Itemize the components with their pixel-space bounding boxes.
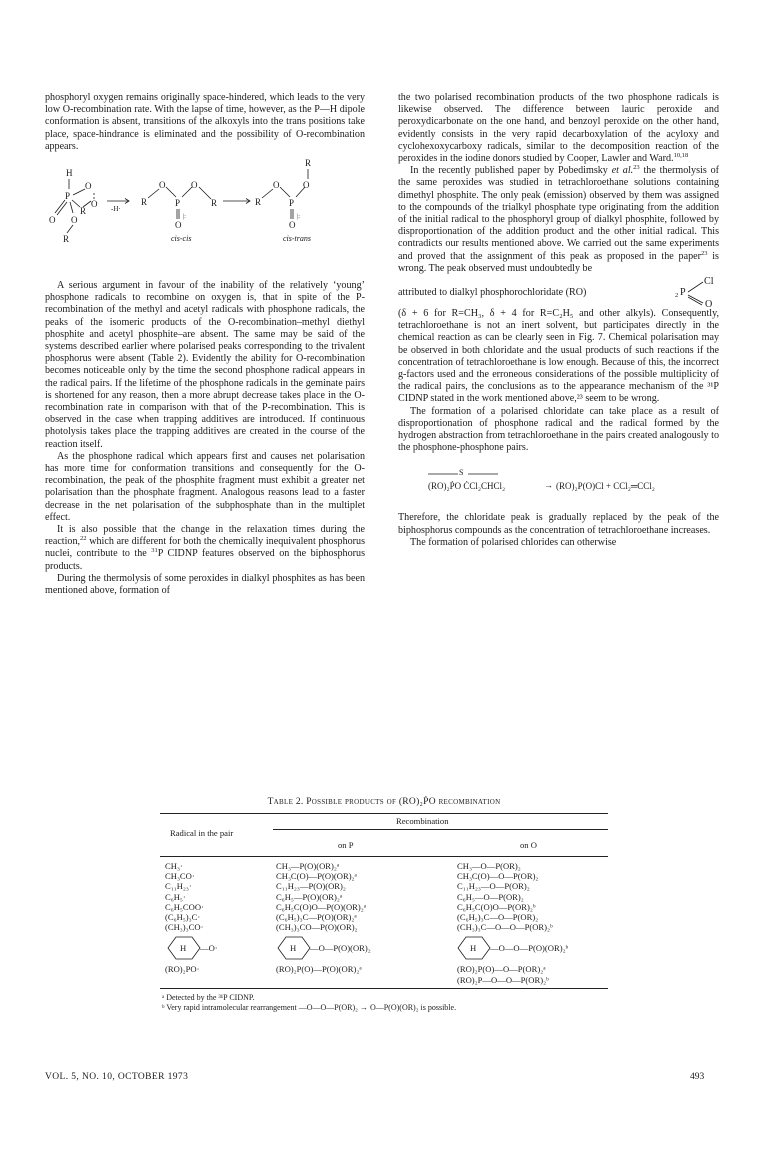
svg-text:O: O: [303, 180, 310, 191]
svg-text:O: O: [85, 181, 92, 192]
right-p1-ref: 10,18: [673, 152, 689, 160]
equation-right: (RO)₂P(O)Cl + CCl₂═CCl₂: [556, 481, 655, 492]
table-cell: (CH₃)₃C—O—O—P(OR)₂ᵇ: [457, 922, 553, 933]
right-paragraph-7: The formation of polarised chlorides can otherwise: [410, 536, 617, 548]
table-cell: (RO)₂P—O—O—P(OR)₂ᵇ: [457, 974, 549, 985]
svg-text:R: R: [80, 206, 87, 217]
table-cell: C₆H₅COO·: [165, 901, 204, 912]
right-p3-p: P: [680, 287, 686, 299]
table-cell: CH₃—O—P(OR)₂: [457, 861, 521, 871]
left-p4-ref: 22: [80, 535, 87, 543]
left-paragraph-3: As the phosphone radical which appears first and causes net polarisation has more time for conformation transitions and consequently for the O-recombination, the peak of the phosphite fragment must exhibit a greater net polarisation than the phosphate fragment. Analogous reasons lead to a faster decrease in the net polarisation of the subphosphate than in the multiplet effect.: [45, 450, 365, 523]
table-footnotes: [160, 993, 608, 1013]
ring-label: H: [180, 943, 187, 954]
footnote-b: ᵇ Very rapid intramolecular rearrangement —O—O—P(OR)₂ → O—P(O)(OR)₂ is possible.: [162, 1002, 457, 1012]
equation-arrow: →: [544, 480, 553, 491]
equation-left: (RO)₂ṖO ĊCl₂CHCl₂: [428, 481, 506, 492]
table-row: [160, 861, 608, 871]
journal-footer: VOL. 5, NO. 10, OCTOBER 1973: [45, 1072, 189, 1082]
table-cell: C₆H₅·: [165, 891, 186, 902]
table-cell: (C₆H₅)₃C—O—P(OR)₂: [457, 911, 539, 922]
conformation-scheme-drawing: [45, 155, 365, 277]
right-p2-part-a: In the recently published paper by Pobedimsky: [410, 165, 612, 177]
table-cell: C₆H₅C(O)O—P(OR)₂ᵇ: [457, 901, 536, 912]
table-row: [160, 871, 608, 881]
right-column: [398, 92, 719, 549]
table-cell: C₁₁H₂₃—O—P(OR)₂: [457, 881, 530, 892]
svg-text:O: O: [175, 220, 182, 231]
svg-text:O: O: [159, 180, 166, 191]
phosphorochloridate-line: [398, 276, 719, 311]
right-p3-cl: Cl: [704, 276, 714, 288]
right-paragraph-6: Therefore, the chloridate peak is gradually replaced by the peak of the biphosphorus compounds as the concentration of tetrachloroethane increases.: [398, 512, 719, 536]
svg-text:H: H: [66, 168, 73, 179]
right-p2-ref: 23: [633, 164, 640, 172]
svg-text:O: O: [91, 199, 98, 210]
left-p4-part-a: It is also possible that the change in the relaxation times during the reaction,: [45, 524, 365, 548]
right-p2-part-b: the thermolysis of the same peroxides was studied in tetrachloroethane solutions containing dimethyl phosphite. The only peak (emission) observed by them was assigned to the compounds of the trialkyl phosphate type originating from the addition of the initial radical to the phosphoryl group of dialkyl phosphite, followed by disproportionation of the addition product and the other initial radical. This contradicts our results mentioned above. We carried out the same experiments and proved that the assignment of this peak as proposed in the paper: [398, 165, 719, 262]
svg-text:R: R: [305, 158, 312, 169]
table-header: [160, 814, 608, 856]
table-cell: CH₃C(O)—O—P(OR)₂: [457, 871, 539, 882]
table-row: [160, 902, 608, 912]
svg-text:O: O: [273, 180, 280, 191]
table-cell: (RO)₂PO·: [165, 964, 200, 975]
table-row: [160, 881, 608, 891]
table-cell: C₁₁H₂₃·: [165, 881, 192, 892]
table-cell: (CH₃)₃CO·: [165, 922, 204, 933]
left-paragraph-1: phosphoryl oxygen remains originally space-hindered, which leads to the very low O-recombination rate. With the lapse of time, however, as the P—H dipole conformation is absent, transitions of the alkoxyls into the trans positions take place, space-hindrance is eliminated and the possibility of O-recombination appears.: [45, 92, 365, 152]
table-cell: C₆H₅—O—P(OR)₂: [457, 891, 524, 902]
table-row-cyclohexyl: [160, 934, 608, 962]
table-title: Table 2. Possible products of (RO)₂ṖO recombination: [267, 797, 501, 807]
left-column: [45, 92, 365, 597]
ring-label: H: [470, 943, 477, 954]
table-cell: C₆H₅—P(O)(OR)₂ᵃ: [276, 891, 343, 902]
table-row: [160, 964, 608, 974]
page-number: 493: [690, 1072, 705, 1082]
disproportionation-equation: [398, 462, 719, 506]
header-on-p: on P: [338, 840, 354, 850]
svg-text:R: R: [63, 234, 70, 245]
table-cell: CH₃—P(O)(OR)₂ᵃ: [276, 861, 340, 871]
right-paragraph-5: The formation of a polarised chloridate can take place as a result of disproportionation of phosphone radical and the radical formed by the hydrogen abstraction from tetrachloroethane in the pairs created analogously to the phosphone-phosphone pairs.: [398, 405, 719, 454]
table-cell: CH₃C(O)—P(O)(OR)₂ᵃ: [276, 871, 357, 882]
right-paragraph-4: (δ + 6 for R=CH₃, δ + 4 for R=C₂H₅ and other alkyls). Consequently, tetrachloroethane is not an inert solvent, but participates directly in the chemical reaction as can be clearly seen in Fig. 7. Chemical polarisation may be observed in both chloridate and the usual products of such reactions if the concentration of tetrachloroethane is low enough. Because of this, the incorrect g-factors used and the erroneous considerations of the possible multiplicity of the radical pairs, the conclusions as to the appearance mechanism of the ³¹P CIDNP stated in the work mentioned above,²³ seem to be wrong.: [398, 308, 719, 405]
table-cell: CH₃CO·: [165, 871, 195, 882]
svg-text:R: R: [255, 197, 262, 208]
conformation-scheme: [45, 155, 365, 277]
svg-text:O: O: [71, 215, 78, 226]
right-p2-etal: et al.: [611, 165, 634, 177]
left-p4-sup: 31: [151, 547, 158, 555]
left-paragraph-5: During the thermolysis of some peroxides in dialkyl phosphites as has been mentioned above, formation of: [45, 572, 365, 597]
table-cell: C₁₁H₂₃—P(O)(OR)₂: [276, 881, 346, 892]
table-cell: (CH₃)₃CO—P(O)(OR)₂: [276, 922, 358, 933]
table-bottom-rule: [160, 988, 608, 989]
scheme-label-cis-trans: cis-trans: [283, 234, 311, 244]
table-body: [160, 813, 608, 1013]
table-row: [160, 912, 608, 922]
svg-text:O: O: [289, 220, 296, 231]
arrow-label: -H·: [111, 205, 121, 214]
svg-text:O: O: [191, 180, 198, 191]
equation-spin-label: S: [459, 468, 464, 478]
table-row: [160, 922, 608, 932]
svg-text:P: P: [289, 198, 295, 209]
right-p3-lead: attributed to dialkyl phosphorochloridate (RO): [398, 287, 587, 299]
table-2: [160, 797, 608, 1013]
table-cell: (RO)₂P(O)—O—P(OR)₂ᵃ: [457, 964, 546, 975]
footnote-a: ᵃ Detected by the ³¹P CIDNP.: [162, 992, 255, 1002]
svg-text:O: O: [49, 215, 56, 226]
right-p3-sub: 2: [675, 292, 679, 300]
table-rows: [160, 857, 608, 985]
scheme-label-cis-cis: cis-cis: [171, 234, 192, 244]
table-cell: —O—P(O)(OR)₂: [310, 943, 371, 954]
table-cell: (RO)₂P(O)—P(O)(OR)₂ᵃ: [276, 964, 362, 975]
right-p3-o: O: [705, 299, 713, 311]
table-cell: CH₃·: [165, 861, 183, 871]
svg-text:|:: |:: [183, 214, 186, 221]
svg-text:R: R: [211, 198, 218, 209]
table-row: [160, 892, 608, 902]
table-cell: (C₆H₅)₃C·: [165, 911, 201, 922]
left-paragraph-2: A serious argument in favour of the inability of the relatively ‘young’ phosphone radicals to recombine on oxygen is, that in spite of the P-recombination of the methyl and acetyl radicals with phosphone radicals, the peaks of the isomeric products of the O-recombination–methyl diethyl phosphite and acetyl phosphite–are absent. The same may be said of the systems described earlier where polarised peaks corresponding to the trivalent phosphorus were absent (Table 2). Evidently the ability for O-recombination becomes noticeable only by the time the second phosphone radical appears in the radical pairs. If the lifetime of the phosphone radicals in the geminate pairs is shortened for any reason, then a more abrupt decrease takes place in the O-recombination rate in comparison with that of the P-recombination. This is observed in the case when trapping additives are introduced. If continuous photolysis takes place the trapping additives are created in the course of the reaction itself.: [45, 280, 365, 450]
header-on-o: on O: [520, 840, 537, 850]
right-p2-ref-2: 23: [700, 249, 708, 257]
right-paragraph-1: [398, 92, 719, 165]
svg-text:R: R: [141, 197, 148, 208]
svg-text:P: P: [65, 191, 71, 202]
chloridate-bonds: [398, 277, 719, 307]
left-p4-part-c: P CIDNP features observed on the biphosphorus products.: [45, 548, 365, 572]
table-cell: C₆H₅C(O)O—P(O)(OR)₂ᵃ: [276, 901, 367, 912]
ring-label: H: [290, 943, 297, 954]
table-cell: —O—O—P(O)(OR)₂ᵇ: [490, 943, 569, 954]
header-radical-in-pair: Radical in the pair: [170, 828, 234, 838]
svg-text:|:: |:: [297, 214, 300, 221]
svg-text:P: P: [175, 198, 181, 209]
table-cell: (C₆H₅)₃C—P(O)(OR)₂ᵃ: [276, 911, 357, 922]
right-p1-text: the two polarised recombination products of the two phosphone radicals is likewise observed. The difference between lauric peroxide and peroxydicarbonate on the one hand, and benzoyl peroxide on the other hand, evidently consists in the very rapid decarboxylation of the acyloxy and cyclohexoxycarboxy radicals, similar to the decomposition reaction of the peroxides in the iodine donors studied by Cooper, Lawler and Ward.: [398, 92, 719, 165]
header-group-rule: [273, 829, 608, 830]
table-cell: —O·: [200, 943, 218, 954]
right-paragraph-2: [398, 165, 719, 275]
left-paragraph-4: [45, 524, 365, 573]
table-row: [160, 975, 608, 985]
left-p4-part-b: which are different for both the chemically inequivalent phosphorus nuclei, contribute to the: [45, 536, 365, 560]
right-p2-part-c: is wrong. The peak observed must undoubtedly be: [398, 250, 719, 274]
header-recombination: Recombination: [396, 816, 449, 826]
